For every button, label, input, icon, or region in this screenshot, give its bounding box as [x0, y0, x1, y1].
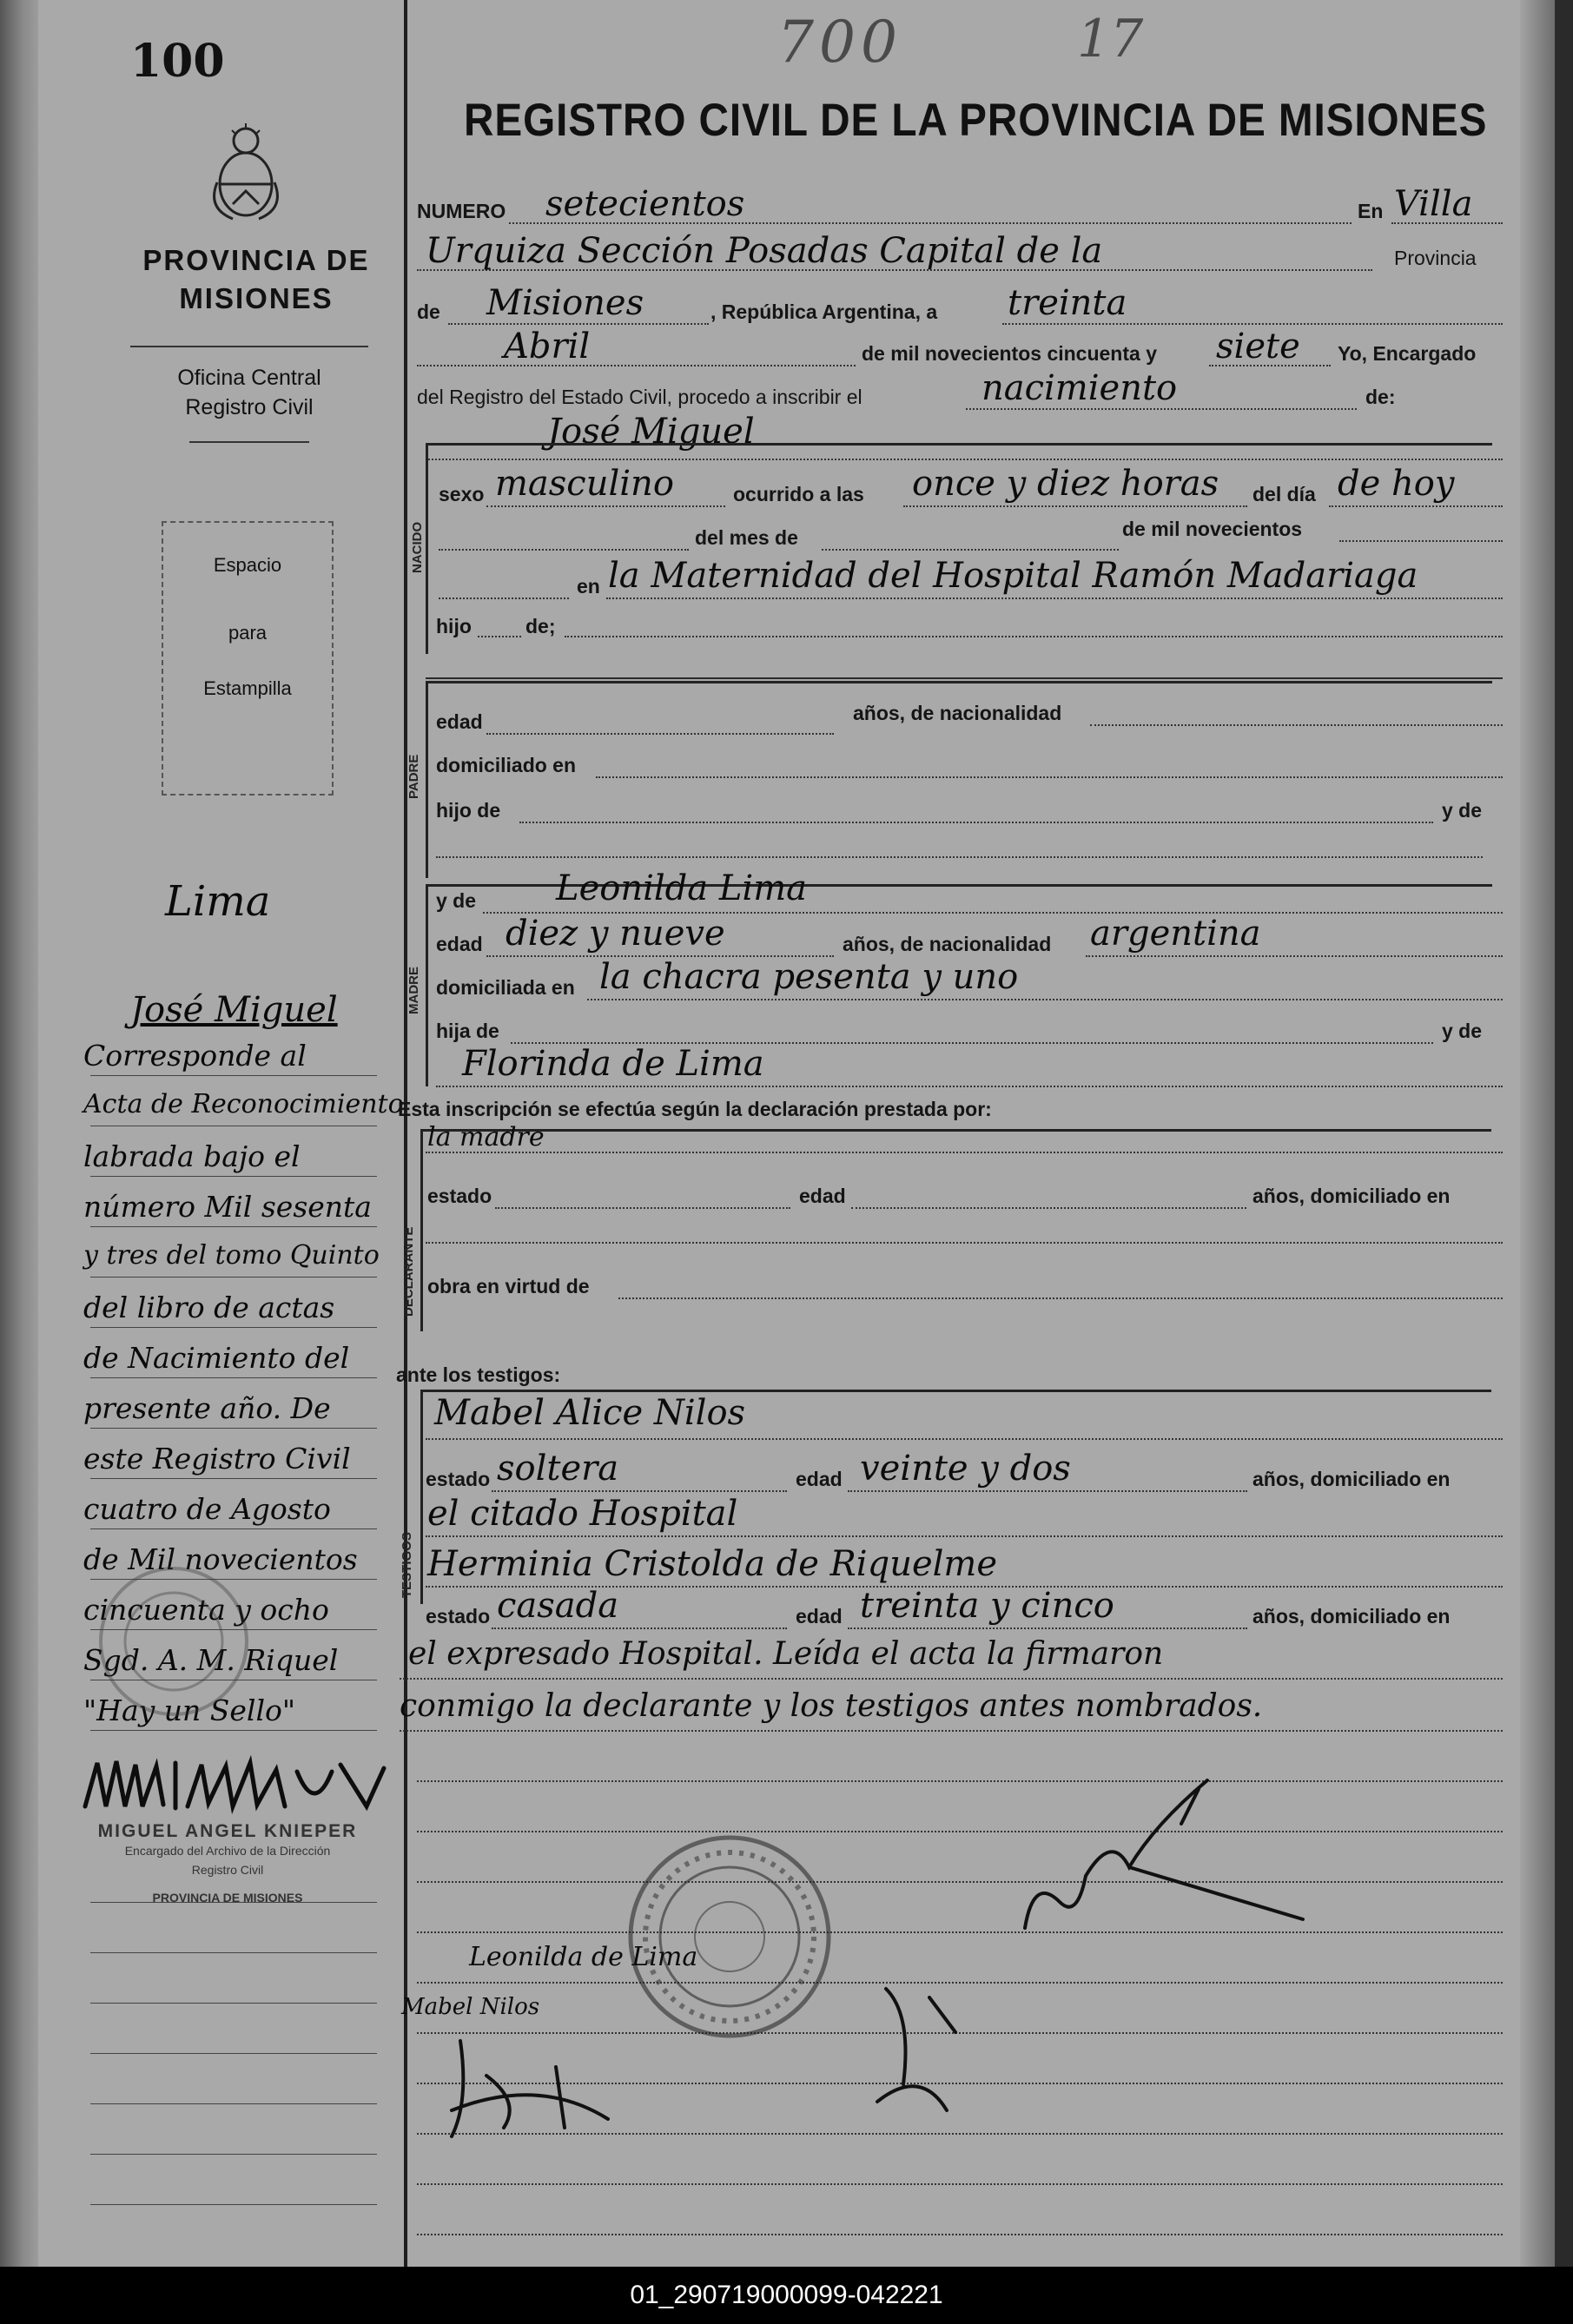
value-sexo: masculino: [495, 464, 674, 504]
stamp-title: Encargado del Archivo de la Dirección: [124, 1844, 331, 1858]
value-declarante: la madre: [427, 1122, 545, 1152]
value-numero: setecientos: [545, 184, 745, 224]
margin-note-line: cuatro de Agosto: [83, 1492, 331, 1526]
label-de-mil-nov: de mil novecientos: [1122, 518, 1303, 540]
margin-note-line: este Registro Civil: [83, 1442, 351, 1476]
stamp-subtitle: Registro Civil: [191, 1863, 264, 1877]
stamp-name: MIGUEL ANGEL KNIEPER: [97, 1821, 358, 1841]
value-nombre: José Miguel: [547, 412, 755, 452]
value-lugar2: Urquiza Sección Posadas Capital de la: [426, 231, 1103, 271]
value-mes: Abril: [504, 327, 591, 366]
margin-surname: Lima: [165, 877, 271, 926]
label-anos-nacionalidad-madre: años, de nacionalidad: [843, 933, 1052, 955]
value-lugar1: Villa: [1394, 184, 1473, 224]
image-id-label: 01_290719000099-042221: [630, 2281, 943, 2309]
pencil-number-2: 17: [1077, 9, 1144, 69]
margin-note-line: Acta de Reconocimiento: [83, 1089, 404, 1119]
stamp-text: Estampilla: [203, 677, 292, 699]
signature-testigo2-icon: [434, 2024, 643, 2145]
section-tag-testigos: TESTIGOS: [400, 1532, 414, 1598]
folio-number: 100: [130, 35, 225, 88]
label-y-de-abuela: y de: [1442, 1020, 1483, 1042]
value-cierre: conmigo la declarante y los testigos antes nombrados.: [400, 1688, 1263, 1724]
label-domiciliado-padre: domiciliado en: [436, 754, 577, 776]
margin-note-line: presente año. De: [83, 1391, 331, 1425]
book-binding: [0, 0, 38, 2267]
label-anos-domiciliado-testigo1: años, domiciliado en: [1252, 1468, 1451, 1490]
label-de-semicolon: de;: [525, 615, 556, 637]
signature-testigo1: Mabel Nilos: [401, 1994, 540, 2020]
margin-note-line: Corresponde al: [83, 1039, 307, 1073]
margin-note-line: "Hay un Sello": [83, 1693, 296, 1727]
label-en-lugar: en: [577, 575, 600, 598]
province-name: MISIONES: [179, 282, 334, 314]
stamp-text: Espacio: [213, 554, 282, 576]
label-hijo-de-padre: hijo de: [436, 799, 501, 822]
label-numero: NUMERO: [417, 200, 506, 222]
label-del-mes: del mes de: [695, 526, 798, 549]
value-madre-madre: Florinda de Lima: [462, 1044, 764, 1084]
label-edad-testigo1: edad: [796, 1468, 843, 1490]
label-anos-domiciliado-testigo2: años, domiciliado en: [1252, 1605, 1451, 1627]
value-testigo2-domicilio: el expresado Hospital. Leída el acta la firmaron: [408, 1636, 1164, 1672]
value-testigo2-edad: treinta y cinco: [860, 1586, 1114, 1626]
section-tag-declarante: DECLARANTE: [401, 1226, 416, 1317]
value-hora: once y diez horas: [912, 464, 1219, 504]
label-edad-madre: edad: [436, 933, 483, 955]
margin-note-line: y tres del tomo Quinto: [83, 1240, 380, 1271]
value-dia-nac: de hoy: [1338, 464, 1455, 504]
value-testigo1-domicilio: el citado Hospital: [427, 1494, 738, 1534]
stamp-box: [162, 521, 334, 796]
margin-note-line: labrada bajo el: [83, 1139, 301, 1173]
page-title: REGISTRO CIVIL DE LA PROVINCIA DE MISIONES: [464, 95, 1488, 146]
stamp-text: para: [228, 622, 268, 644]
signature-encargado-icon: [869, 1963, 973, 2119]
label-estado-testigo2: estado: [426, 1605, 491, 1627]
label-de-mil: de mil novecientos cincuenta y: [862, 342, 1157, 365]
value-lugar-nac: la Maternidad del Hospital Ramón Madariaga: [608, 556, 1418, 596]
label-hija-de: hija de: [436, 1020, 499, 1042]
label-de: de: [417, 300, 440, 323]
label-del-dia: del día: [1252, 483, 1316, 505]
margin-note-line: del libro de actas: [83, 1291, 335, 1324]
label-y-de-padre: y de: [1442, 799, 1483, 822]
province-label: PROVINCIA DE: [142, 244, 370, 276]
section-tag-nacido: NACIDO: [410, 521, 425, 573]
value-madre-nombre: Leonilda Lima: [556, 868, 807, 908]
signature-knieper-icon: [80, 1746, 410, 1824]
label-anos-nacionalidad-padre: años, de nacionalidad: [853, 702, 1062, 724]
pencil-number: 700: [777, 9, 902, 76]
value-testigo1: Mabel Alice Nilos: [434, 1393, 746, 1433]
margin-divider: [404, 0, 407, 2267]
value-provincia: Misiones: [486, 283, 644, 323]
label-de-colon: de:: [1365, 386, 1396, 408]
value-madre-domicilio: la chacra pesenta y uno: [599, 957, 1019, 997]
value-madre-edad: diez y nueve: [506, 914, 725, 954]
signature-madre: Leonilda de Lima: [469, 1942, 698, 1972]
page-edge: [1520, 0, 1555, 2267]
label-ante-testigos: ante los testigos:: [396, 1363, 561, 1386]
office-sublabel: Registro Civil: [185, 395, 314, 419]
label-edad-padre: edad: [436, 710, 483, 733]
label-republica: , República Argentina, a: [710, 300, 938, 323]
value-anio: siete: [1216, 327, 1300, 366]
label-ocurrido: ocurrido a las: [733, 483, 864, 505]
margin-note-line: de Mil novecientos: [83, 1542, 358, 1576]
stamp-province: PROVINCIA DE MISIONES: [152, 1891, 303, 1905]
office-label: Oficina Central: [177, 366, 321, 390]
label-edad-testigo2: edad: [796, 1605, 843, 1627]
margin-note-line: de Nacimiento del: [83, 1341, 350, 1375]
label-provincia: Provincia: [1394, 247, 1477, 269]
label-y-de-madre: y de: [436, 889, 477, 912]
margin-name: José Miguel: [130, 990, 338, 1030]
section-tag-madre: MADRE: [406, 967, 421, 1014]
section-tag-padre: PADRE: [406, 754, 421, 799]
margin-note-line: número Mil sesenta: [83, 1190, 372, 1224]
coat-of-arms-icon: [207, 122, 285, 224]
label-obra-virtud: obra en virtud de: [427, 1275, 590, 1297]
faded-seal-icon: [96, 1563, 252, 1720]
label-inscripcion: Esta inscripción se efectúa según la declaración prestada por:: [398, 1098, 992, 1120]
label-yo-encargado: Yo, Encargado: [1338, 342, 1477, 365]
value-dia: treinta: [1008, 283, 1127, 323]
label-estado-testigo1: estado: [426, 1468, 491, 1490]
label-estado-declarante: estado: [427, 1185, 492, 1207]
value-madre-nacionalidad: argentina: [1090, 914, 1261, 954]
value-testigo1-estado: soltera: [497, 1449, 619, 1489]
label-anos-domiciliado-declarante: años, domiciliado en: [1252, 1185, 1451, 1207]
footer-bar: [0, 2267, 1573, 2324]
margin-note-line: cincuenta y ocho: [83, 1593, 329, 1627]
label-hijo: hijo: [436, 615, 472, 637]
flourish-signature-icon: [1008, 1772, 1338, 1945]
label-del-registro: del Registro del Estado Civil, procedo a inscribir el: [417, 386, 863, 408]
value-testigo2-estado: casada: [497, 1586, 619, 1626]
label-domiciliada-madre: domiciliada en: [436, 976, 575, 999]
label-sexo: sexo: [439, 483, 485, 505]
value-testigo2: Herminia Cristolda de Riquelme: [427, 1544, 998, 1584]
divider: [130, 346, 368, 347]
divider: [189, 441, 309, 443]
margin-note-line: Sgd. A. M. Riquel: [83, 1643, 339, 1677]
value-acto: nacimiento: [981, 368, 1178, 408]
value-testigo1-edad: veinte y dos: [860, 1449, 1071, 1489]
registry-seal-icon: [625, 1832, 834, 2041]
label-en: En: [1358, 200, 1384, 222]
label-edad-declarante: edad: [799, 1185, 846, 1207]
